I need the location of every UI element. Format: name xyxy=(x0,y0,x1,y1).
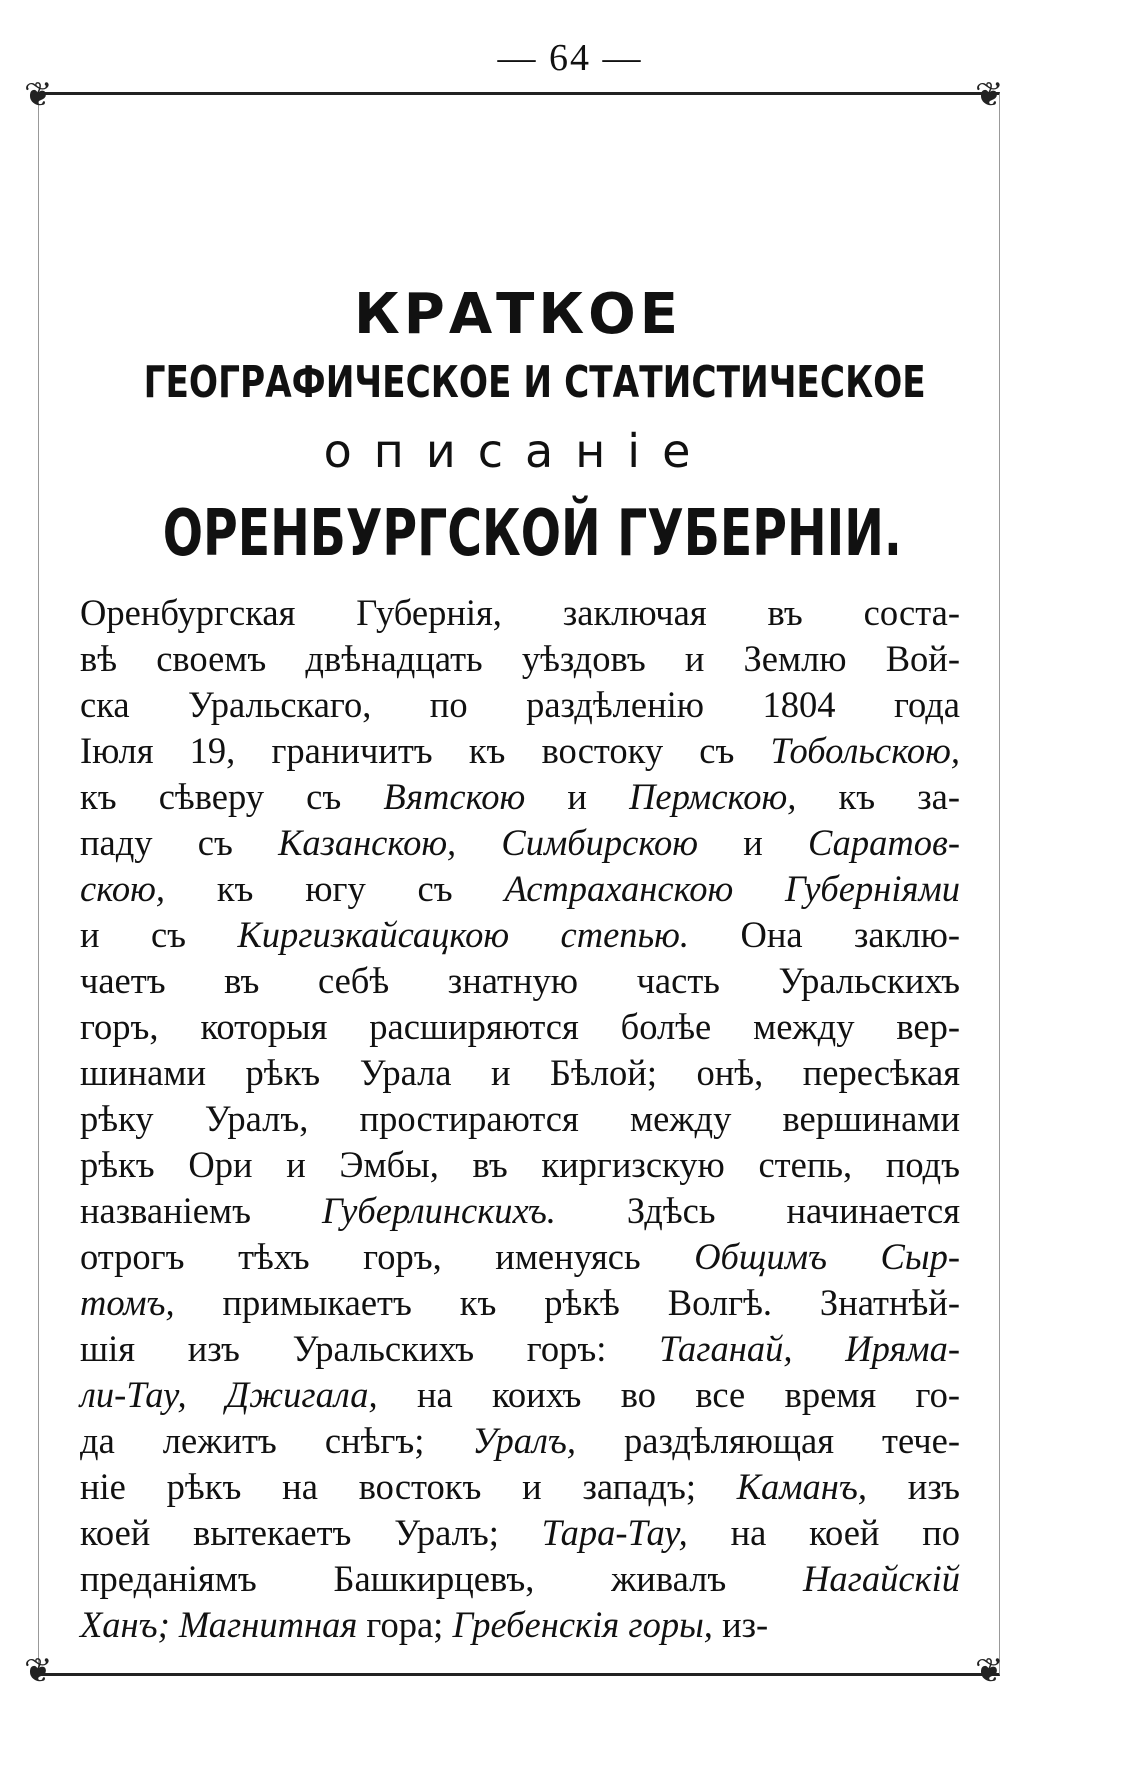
italic-text: скою, xyxy=(80,868,165,909)
text-line xyxy=(80,1326,960,1372)
italic-text: Пермскою, xyxy=(629,776,797,817)
corner-ornament-icon: ❦ xyxy=(975,1651,1004,1691)
text-segment: шія изъ Уральскихъ горъ: xyxy=(80,1328,660,1369)
text-line xyxy=(80,1372,960,1418)
text-line xyxy=(80,1188,960,1234)
text-line xyxy=(80,636,960,682)
text-segment: Оренбургская Губернія, заключая въ соста- xyxy=(80,592,960,633)
text-segment: вѣ своемъ двѣнадцать уѣздовъ и Землю Вой- xyxy=(80,638,960,679)
text-segment: Іюля 19, граничитъ къ востоку съ xyxy=(80,730,771,771)
text-segment: шинами рѣкъ Урала и Бѣлой; онѣ, пересѣкая xyxy=(80,1052,960,1093)
title-line-4: ОРЕНБУРГСКОЙ ГУБЕРНІИ. xyxy=(162,497,902,571)
text-line xyxy=(80,1004,960,1050)
text-segment: чаетъ въ себѣ знатную часть Уральскихъ xyxy=(80,960,960,1001)
text-line xyxy=(80,1602,960,1648)
text-line xyxy=(80,912,960,958)
text-segment: ска Уральскаго, по раздѣленію 1804 года xyxy=(80,684,960,725)
italic-text: Казанскою, Симбирскою xyxy=(278,822,699,863)
text-line xyxy=(80,1556,960,1602)
text-segment: названіемъ xyxy=(80,1190,322,1231)
text-segment: на коихъ во все время го- xyxy=(377,1374,960,1415)
italic-text: Саратов- xyxy=(808,822,960,863)
text-line xyxy=(80,1050,960,1096)
italic-text: Вятскою xyxy=(383,776,526,817)
text-segment: паду съ xyxy=(80,822,279,863)
text-line xyxy=(80,728,960,774)
text-segment: къ югу съ xyxy=(165,868,505,909)
italic-text: Ханъ; Магнитная xyxy=(80,1604,358,1645)
text-segment: да лежитъ снѣгъ; xyxy=(80,1420,473,1461)
text-segment: раздѣляющая тече- xyxy=(576,1420,960,1461)
text-segment: преданіямъ Башкирцевъ, живалъ xyxy=(80,1558,803,1599)
italic-text: Таганай, Ирямa- xyxy=(659,1328,961,1369)
text-segment: примыкаетъ къ рѣкѣ Волгѣ. Знатнѣй- xyxy=(174,1282,960,1323)
italic-text: Нагайскій xyxy=(802,1558,960,1599)
text-segment: гора; xyxy=(357,1604,453,1645)
text-segment: отрогъ тѣхъ горъ, именуясь xyxy=(80,1236,695,1277)
text-segment: къ сѣверу съ xyxy=(80,776,384,817)
text-line xyxy=(80,1234,960,1280)
text-segment: Здѣсь начинается xyxy=(555,1190,960,1231)
text-segment: и xyxy=(698,822,809,863)
italic-text: Тара-Тау, xyxy=(541,1512,688,1553)
text-line xyxy=(80,682,960,728)
text-line xyxy=(80,958,960,1004)
italic-text: Гребенскія горы, xyxy=(452,1604,713,1645)
text-segment: изъ xyxy=(866,1466,960,1507)
text-line xyxy=(80,1142,960,1188)
text-segment: на коей по xyxy=(687,1512,960,1553)
text-segment: рѣкъ Ори и Эмбы, въ киргизскую степь, подъ xyxy=(80,1144,960,1185)
text-segment: ніе рѣкъ на востокъ и западъ; xyxy=(80,1466,737,1507)
text-segment: и съ xyxy=(80,914,238,955)
text-line xyxy=(80,1280,960,1326)
text-segment: и xyxy=(525,776,630,817)
text-segment: къ за- xyxy=(796,776,960,817)
text-segment: из- xyxy=(712,1604,769,1645)
italic-text: томъ, xyxy=(80,1282,175,1323)
title-line-2: ГЕОГРАФИЧЕСКОЕ И СТАТИСТИЧЕСКОЕ xyxy=(143,357,926,408)
text-line xyxy=(80,774,960,820)
corner-ornament-icon: ❦ xyxy=(24,75,53,115)
title-line-1: КРАТКОЕ xyxy=(354,282,682,347)
text-segment: горъ, которыя расширяются болѣе между вер- xyxy=(80,1006,960,1047)
text-segment: коей вытекаетъ Уралъ; xyxy=(80,1512,542,1553)
italic-text: Тобольскою, xyxy=(770,730,960,771)
italic-text: ли-Тау, Джигала, xyxy=(80,1374,378,1415)
italic-text: Каманъ, xyxy=(736,1466,867,1507)
text-segment: рѣку Уралъ, простираются между вершинами xyxy=(80,1098,960,1139)
text-line xyxy=(80,866,960,912)
text-line xyxy=(80,1096,960,1142)
italic-text: Уралъ, xyxy=(472,1420,576,1461)
text-line xyxy=(80,1418,960,1464)
corner-ornament-icon: ❦ xyxy=(24,1651,53,1691)
text-line xyxy=(80,590,960,636)
text-line xyxy=(80,820,960,866)
corner-ornament-icon: ❦ xyxy=(975,75,1004,115)
italic-text: Киргизкайсацкою степью. xyxy=(237,914,690,955)
italic-text: Губерлинскихъ. xyxy=(321,1190,556,1231)
title-line-3: описаніе xyxy=(323,424,713,478)
page-number: — 64 — xyxy=(497,37,643,79)
body-text xyxy=(80,590,960,1648)
text-segment: Она заклю- xyxy=(689,914,960,955)
text-line xyxy=(80,1464,960,1510)
italic-text: Астраханскою Губерніями xyxy=(504,868,961,909)
title-block xyxy=(38,280,998,582)
italic-text: Общимъ Сыр- xyxy=(694,1236,960,1277)
text-line xyxy=(80,1510,960,1556)
